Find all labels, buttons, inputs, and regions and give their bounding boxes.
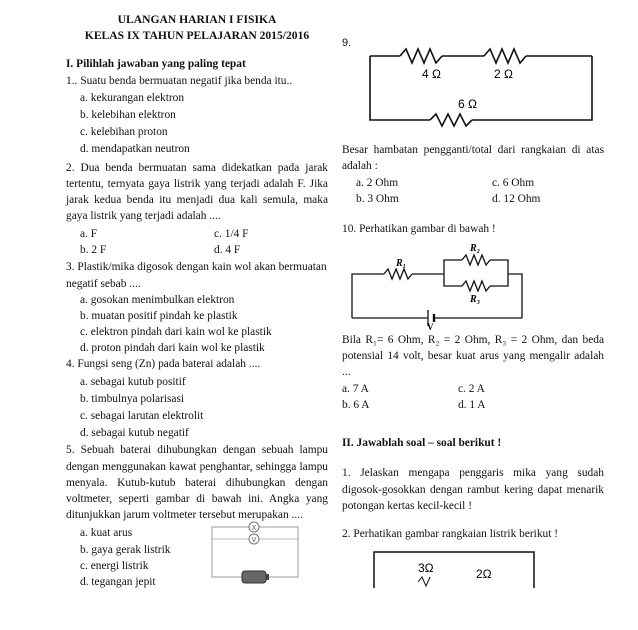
- section-1-heading: I. Pilihlah jawaban yang paling tepat: [66, 58, 246, 71]
- option: a. 7 A: [342, 383, 369, 396]
- option: c. sebagai larutan elektrolit: [80, 410, 204, 422]
- option: b. kelebihan elektron: [80, 109, 176, 121]
- option: a. gosokan menimbulkan elektron: [80, 293, 235, 306]
- question-5: [66, 442, 328, 590]
- header-subtitle: KELAS IX TAHUN PELAJARAN 2015/2016: [84, 29, 310, 43]
- option: b. 6 A: [342, 399, 370, 412]
- option: d. 4 F: [214, 244, 241, 257]
- option: b. gaya gerak listrik: [80, 543, 171, 556]
- option: a. 2 Ohm: [356, 177, 399, 190]
- resistor-label: 4 Ω: [422, 67, 441, 81]
- question-9-figure-area: [342, 0, 604, 128]
- question-text: 3. Plastik/mika digosok dengan kain wol akan bermuatan negatif sebab ....: [66, 261, 327, 290]
- question-body: Bila R₁= 6 Ohm, R₂ = 2 Ohm, R₃ = 2 Ohm, dan beda potensial 14 volt, besar kuat arus yang mengalir adalah ...: [342, 333, 604, 378]
- resistor-label: R₁: [396, 257, 407, 269]
- option: d. proton pindah dari kain wol ke plastik: [80, 342, 265, 355]
- right-column: [342, 0, 604, 582]
- option: d. 12 Ohm: [492, 193, 541, 206]
- voltage-label: V: [427, 321, 434, 330]
- essay-question-1: 1. Jelaskan mengapa penggaris mika yang sudah digosok-gosokkan dengan rambut kering dapat menarik potongan kertas kecil-kecil !: [342, 467, 604, 512]
- question-10: [342, 221, 604, 413]
- header-title: ULANGAN HARIAN I FISIKA: [117, 13, 277, 26]
- option: b. 2 F: [80, 244, 107, 257]
- option: b. muatan positif pindah ke plastik: [80, 309, 238, 322]
- lamp-label: X: [251, 525, 257, 533]
- option: a. sebagai kutub positif: [80, 375, 186, 388]
- battery-voltmeter-figure: [206, 519, 306, 587]
- question-text: 1.. Suatu benda bermuatan negatif jika benda itu..: [66, 74, 293, 87]
- question-1: [66, 73, 328, 158]
- question-text: 10. Perhatikan gambar di bawah !: [342, 223, 496, 236]
- resistor-label: 2 Ω: [494, 67, 513, 81]
- voltmeter-label: V: [251, 537, 257, 545]
- option: c. kelebihan proton: [80, 126, 168, 139]
- resistor-label: 2Ω: [476, 567, 492, 582]
- question-2: [66, 160, 328, 259]
- parallel-circuit-figure: [344, 240, 544, 330]
- question-text: 2. Dua benda bermuatan sama didekatkan pada jarak tertentu, ternyata gaya listrik yang terjadi adalah F. Jika jarak kedua benda itu menjadi dua kali semula, maka gaya listrik yang terjadi adalah ....: [66, 161, 328, 223]
- essay-question-2: 2. Perhatikan gambar rangkaian listrik berikut !: [342, 527, 559, 540]
- question-text: Besar hambatan pengganti/total dari rangkaian di atas adalah :: [342, 144, 604, 173]
- resistor-label: R₃: [470, 293, 481, 305]
- resistor-circuit-figure: [366, 34, 596, 144]
- question-text: 4. Fungsi seng (Zn) pada baterai adalah ....: [66, 358, 261, 371]
- option: c. 1/4 F: [214, 228, 249, 241]
- question-number: 9.: [342, 37, 352, 49]
- option: d. tegangan jepit: [80, 575, 156, 588]
- option: a. F: [80, 228, 98, 241]
- resistor-label: R₂: [470, 242, 481, 254]
- question-3: [66, 259, 328, 356]
- option: c. elektron pindah dari kain wol ke plastik: [80, 326, 272, 339]
- question-text: 5. Sebuah baterai dihubungkan dengan sebuah lampu dengan menggunakan kawat penghantar, sehingga lampu menyala. Kutub-kutub baterai dihubungkan dengan voltmeter, seperti gambar di bawah ini. Angka yang ditunjukkan jarum voltmeter tersebut merupakan ....: [66, 444, 328, 522]
- essay-circuit-figure: [372, 548, 542, 588]
- option: d. mendapatkan neutron: [80, 143, 190, 156]
- option: b. 3 Ohm: [356, 193, 399, 206]
- question-9: [342, 142, 604, 207]
- option: b. timbulnya polarisasi: [80, 392, 185, 405]
- option: d. sebagai kutub negatif: [80, 427, 189, 440]
- section-2-heading: II. Jawablah soal – soal berikut !: [342, 437, 502, 450]
- resistor-label: 3Ω: [418, 561, 434, 576]
- left-column: [66, 0, 328, 590]
- resistor-label: 6 Ω: [458, 97, 477, 111]
- option: d. 1 A: [458, 399, 486, 412]
- question-4: [66, 356, 328, 441]
- option: c. 6 Ohm: [492, 177, 535, 190]
- option: c. 2 A: [458, 383, 485, 396]
- option: a. kekurangan elektron: [80, 91, 185, 104]
- option: a. kuat arus: [80, 527, 133, 540]
- option: c. energi listrik: [80, 559, 149, 572]
